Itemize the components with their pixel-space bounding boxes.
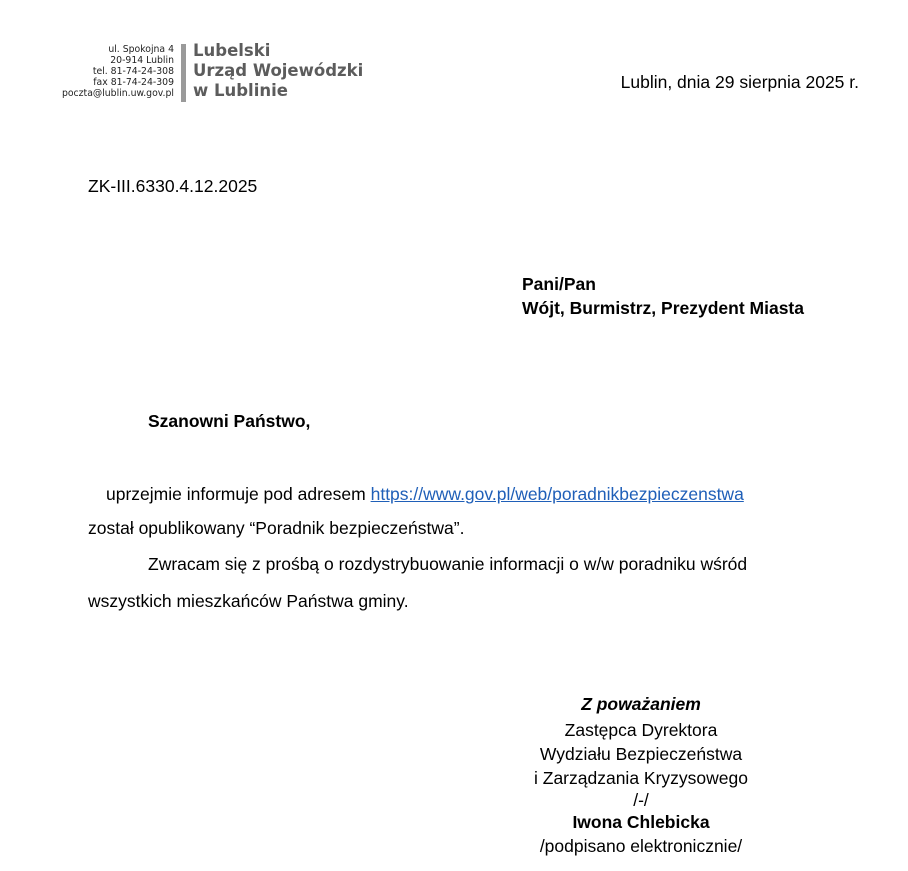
logo-line-1: Lubelski <box>193 41 271 60</box>
signer-name: Iwona Chlebicka <box>572 812 710 832</box>
reference-number: ZK-III.6330.4.12.2025 <box>88 176 258 196</box>
office-address <box>24 44 174 99</box>
signer-title-2: Wydziału Bezpieczeństwa <box>539 744 743 764</box>
address-fax: fax 81-74-24-309 <box>93 77 174 88</box>
closing-phrase: Z poważaniem <box>581 694 701 714</box>
recipient-line-2: Wójt, Burmistrz, Prezydent Miasta <box>522 298 804 318</box>
office-logo <box>193 41 363 101</box>
address-postal: 20-914 Lublin <box>110 55 174 66</box>
guide-link[interactable]: https://www.gov.pl/web/poradnikbezpieczenstwa <box>370 484 744 504</box>
address-phone: tel. 81-74-24-308 <box>92 66 174 77</box>
letterhead-divider <box>181 44 186 102</box>
body-paragraph-2-line-2: wszystkich mieszkańców Państwa gminy. <box>88 591 409 611</box>
recipient-block <box>522 272 804 320</box>
address-email: poczta@lublin.uw.gov.pl <box>61 88 174 99</box>
recipient-line-1: Pani/Pan <box>522 274 596 294</box>
body-paragraph-1-line-1 <box>106 484 744 505</box>
body-paragraph-2-line-1: Zwracam się z prośbą o rozdystrybuowanie informacji o w/w poradniku wśród <box>148 554 748 574</box>
signer-title-1: Zastępca Dyrektora <box>564 720 718 740</box>
body-paragraph-1-line-2: został opublikowany “Poradnik bezpieczeństwa”. <box>88 518 465 538</box>
signature-block <box>505 692 777 858</box>
body-intro-text: uprzejmie informuje pod adresem <box>106 484 366 504</box>
logo-line-3: w Lublinie <box>193 81 288 100</box>
signer-title-3: i Zarządzania Kryzysowego <box>534 768 748 788</box>
address-street: ul. Spokojna 4 <box>108 44 174 55</box>
logo-line-2: Urząd Wojewódzki <box>193 61 364 80</box>
letter-date: Lublin, dnia 29 sierpnia 2025 r. <box>620 72 859 92</box>
signature-mark: /-/ <box>633 790 649 810</box>
electronic-signature-note: /podpisano elektronicznie/ <box>539 836 743 856</box>
salutation: Szanowni Państwo, <box>148 411 311 431</box>
